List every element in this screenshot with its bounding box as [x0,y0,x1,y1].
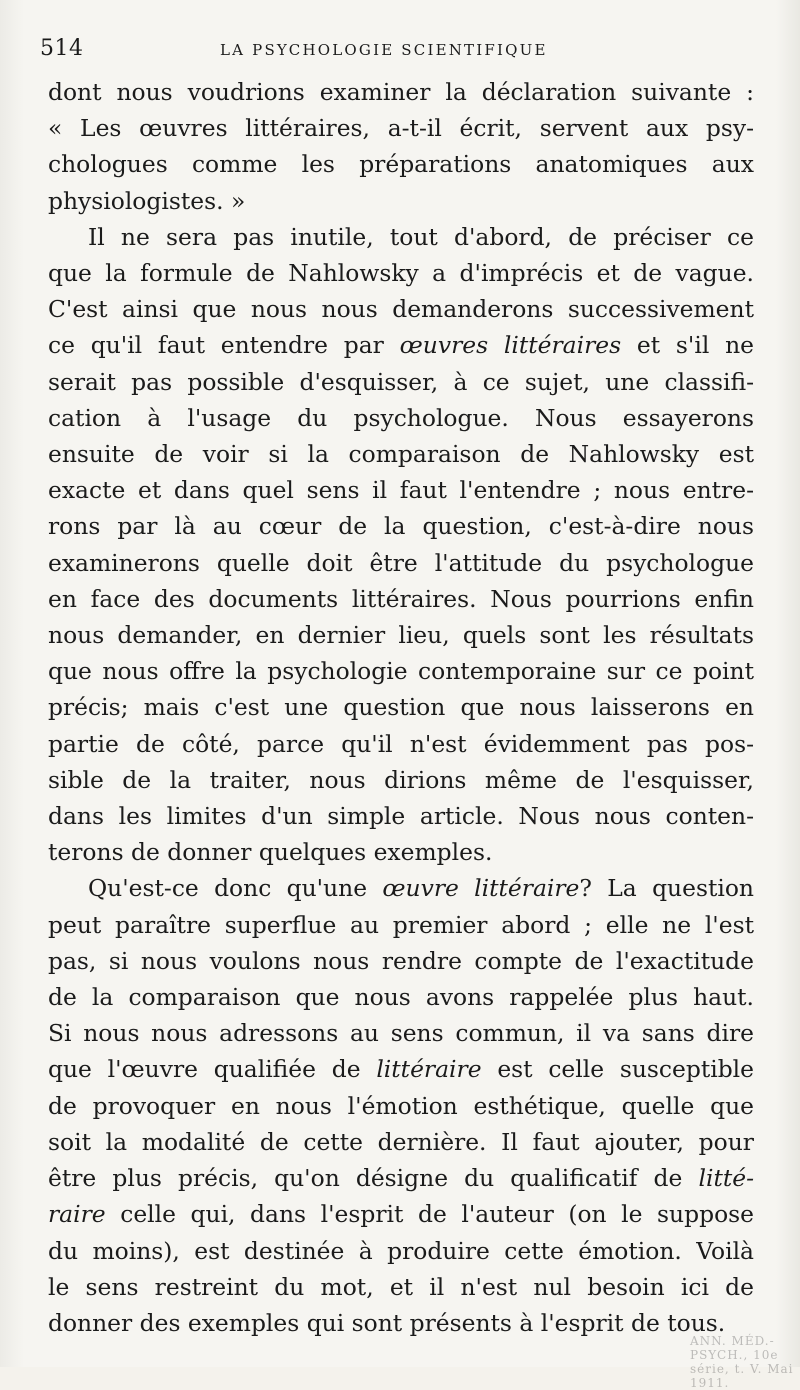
footer-note: ANN. MÉD.-PSYCH., 10e série, t. V. Mai 1911. [690,1334,794,1390]
text-line: examinerons quelle doit être l'attitude du psychologue [48,548,754,577]
text-line: Si nous nous adressons au sens commun, il va sans dire [48,1019,754,1048]
text-segment: être plus précis, qu'on désigne du qualificatif de [48,1164,699,1193]
text-line: pas, si nous voulons nous rendre compte de l'exactitude [48,946,754,975]
text-segment: celle qui, dans l'esprit de l'auteur (on le suppose [120,1200,754,1229]
text-line: chologues comme les préparations anatomiques aux [48,150,754,179]
text-line: dont nous voudrions examiner la déclaration suivante : [48,78,754,106]
text-line: rons par là au cœur de la question, c'est-à-dire nous [48,512,754,541]
text-segment: ? La question [579,874,754,903]
paragraph-2 [48,219,754,871]
text-line-with-italic [48,1160,754,1196]
text-line: ensuite de voir si la comparaison de Nahlowsky est [48,440,754,469]
text-line: terons de donner quelques exemples. [48,838,493,867]
text-segment: est celle susceptible [481,1055,754,1084]
text-line: cation à l'usage du psychologue. Nous essayerons [48,403,754,432]
text-segment: ce qu'il faut entendre par [48,331,400,360]
text-line: peut paraître superflue au premier abord ; elle ne l'est [48,910,754,939]
italic-phrase: litté- [698,1164,754,1193]
text-line: en face des documents littéraires. Nous pourrions enfin [48,584,754,613]
text-line: nous demander, en dernier lieu, quels sont les résultats [48,621,754,650]
text-line: exacte et dans quel sens il faut l'entendre ; nous entre- [48,476,754,505]
text-line: du moins), est destinée à produire cette émotion. Voilà [48,1236,754,1265]
text-line-with-italic [48,1051,754,1087]
text-line: le sens restreint du mot, et il n'est nul besoin ici de [48,1272,754,1301]
text-line: sible de la traiter, nous dirions même de l'esquisser, [48,765,754,794]
italic-phrase: raire [48,1200,106,1229]
text-segment: Qu'est-ce donc qu'une [88,874,383,903]
text-line: C'est ainsi que nous nous demanderons successivement [48,295,754,324]
text-line: « Les œuvres littéraires, a-t-il écrit, servent aux psy- [48,114,754,143]
text-line-with-italic [48,870,754,906]
text-line-with-italic [48,327,754,363]
paragraph-3 [48,870,754,1341]
text-line: partie de côté, parce qu'il n'est évidemment pas pos- [48,729,754,758]
italic-phrase: œuvre littéraire [382,874,580,903]
text-line: dans les limites d'un simple article. Nous nous conten- [48,802,754,831]
page-number: 514 [40,36,84,61]
body-text [48,74,754,1341]
text-line: que la formule de Nahlowsky a d'imprécis et de vague. [48,259,754,288]
text-line: de provoquer en nous l'émotion esthétique, quelle que [48,1091,754,1120]
text-line: que nous offre la psychologie contemporaine sur ce point [48,657,754,686]
running-head [40,36,760,62]
italic-phrase: littéraire [376,1055,482,1084]
italic-phrase: œuvres littéraires [399,331,622,360]
text-line: Il ne sera pas inutile, tout d'abord, de préciser ce [88,222,754,251]
text-line: soit la modalité de cette dernière. Il faut ajouter, pour [48,1127,754,1156]
running-title: LA PSYCHOLOGIE SCIENTIFIQUE [220,41,548,59]
text-line: précis; mais c'est une question que nous laisserons en [48,693,754,722]
text-line: physiologistes. » [48,186,246,215]
text-line-with-italic [48,1196,754,1232]
text-line: de la comparaison que nous avons rappelée plus haut. [48,983,754,1012]
text-line: donner des exemples qui sont présents à l'esprit de tous. [48,1308,726,1337]
text-segment [106,1200,121,1228]
text-line: serait pas possible d'esquisser, à ce sujet, une classifi- [48,367,754,396]
text-segment: que l'œuvre qualifiée de [48,1055,377,1084]
text-segment: et s'il ne [621,331,754,360]
paragraph-1 [48,74,754,219]
